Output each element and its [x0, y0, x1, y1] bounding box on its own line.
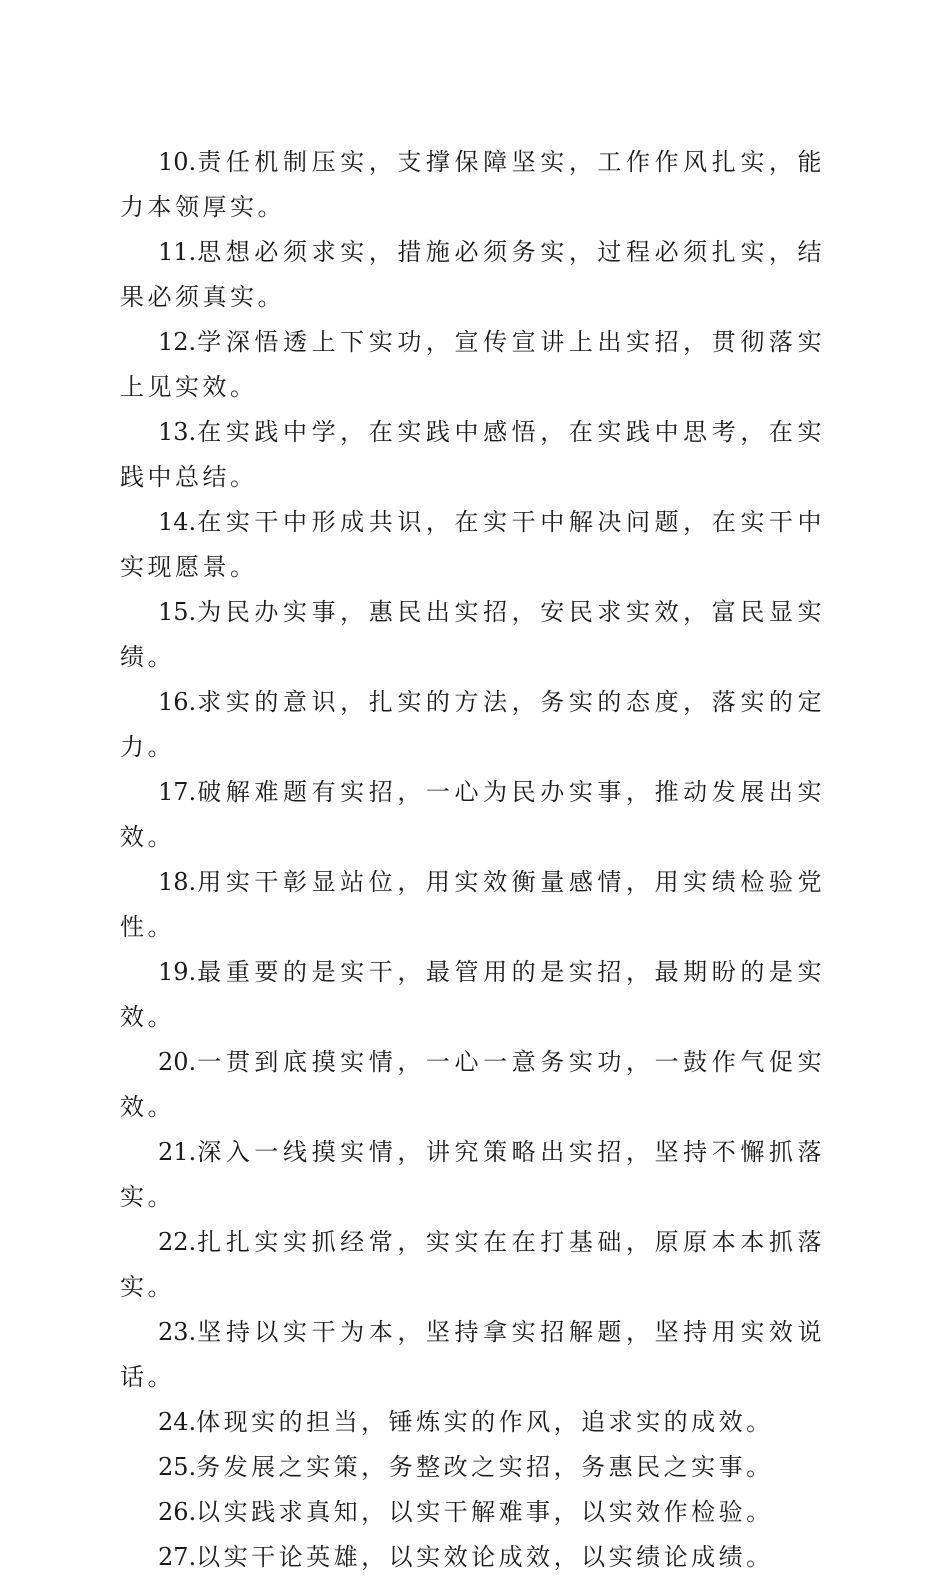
list-item-20 [120, 1040, 825, 1130]
item-text: 为民办实事，惠民出实招，安民求实效，富民显实绩。 [120, 598, 825, 671]
item-number: 24. [158, 1408, 197, 1436]
item-text: 思想必须求实，措施必须务实，过程必须扎实，结果必须真实。 [120, 238, 825, 311]
item-text: 以实干论英雄，以实效论成效，以实绩论成绩。 [196, 1543, 774, 1571]
item-text: 破解难题有实招，一心为民办实事，推动发展出实效。 [120, 778, 825, 851]
list-item-12 [120, 320, 825, 410]
item-text: 务发展之实策，务整改之实招，务惠民之实事。 [196, 1453, 774, 1481]
item-text: 在实践中学，在实践中感悟，在实践中思考，在实践中总结。 [120, 418, 825, 491]
item-number: 16. [158, 688, 197, 716]
item-number: 26. [158, 1498, 197, 1526]
item-text: 扎扎实实抓经常，实实在在打基础，原原本本抓落实。 [120, 1228, 825, 1301]
item-text: 学深悟透上下实功，宣传宣讲上出实招，贯彻落实上见实效。 [120, 328, 825, 401]
list-item-19 [120, 950, 825, 1040]
list-item-18 [120, 860, 825, 950]
item-number: 13. [158, 418, 197, 446]
item-text: 责任机制压实，支撑保障坚实，工作作风扎实，能力本领厚实。 [120, 148, 825, 221]
item-number: 12. [158, 328, 197, 356]
item-number: 15. [158, 598, 197, 626]
item-number: 11. [158, 238, 197, 266]
list-item-14 [120, 500, 825, 590]
list-item-25 [120, 1445, 825, 1490]
list-item-15 [120, 590, 825, 680]
item-text: 在实干中形成共识，在实干中解决问题，在实干中实现愿景。 [120, 508, 825, 581]
item-number: 20. [158, 1048, 197, 1076]
list-item-11 [120, 230, 825, 320]
list-item-10 [120, 140, 825, 230]
item-number: 22. [158, 1228, 197, 1256]
item-text: 深入一线摸实情，讲究策略出实招，坚持不懈抓落实。 [120, 1138, 825, 1211]
document-body [120, 140, 825, 1580]
item-number: 23. [158, 1318, 197, 1346]
item-number: 17. [158, 778, 197, 806]
item-number: 27. [158, 1543, 197, 1571]
list-item-24 [120, 1400, 825, 1445]
item-number: 14. [158, 508, 197, 536]
list-item-21 [120, 1130, 825, 1220]
list-item-16 [120, 680, 825, 770]
item-text: 一贯到底摸实情，一心一意务实功，一鼓作气促实效。 [120, 1048, 825, 1121]
item-text: 体现实的担当，锤炼实的作风，追求实的成效。 [196, 1408, 774, 1436]
item-text: 最重要的是实干，最管用的是实招，最期盼的是实效。 [120, 958, 825, 1031]
list-item-17 [120, 770, 825, 860]
item-text: 坚持以实干为本，坚持拿实招解题，坚持用实效说话。 [120, 1318, 825, 1391]
list-item-13 [120, 410, 825, 500]
list-item-23 [120, 1310, 825, 1400]
item-text: 求实的意识，扎实的方法，务实的态度，落实的定力。 [120, 688, 825, 761]
item-number: 10. [158, 148, 197, 176]
item-number: 19. [158, 958, 197, 986]
list-item-26 [120, 1490, 825, 1535]
item-text: 用实干彰显站位，用实效衡量感情，用实绩检验党性。 [120, 868, 825, 941]
item-number: 18. [158, 868, 197, 896]
list-item-27 [120, 1535, 825, 1580]
item-text: 以实践求真知，以实干解难事，以实效作检验。 [196, 1498, 774, 1526]
item-number: 25. [158, 1453, 197, 1481]
list-item-22 [120, 1220, 825, 1310]
item-number: 21. [158, 1138, 197, 1166]
